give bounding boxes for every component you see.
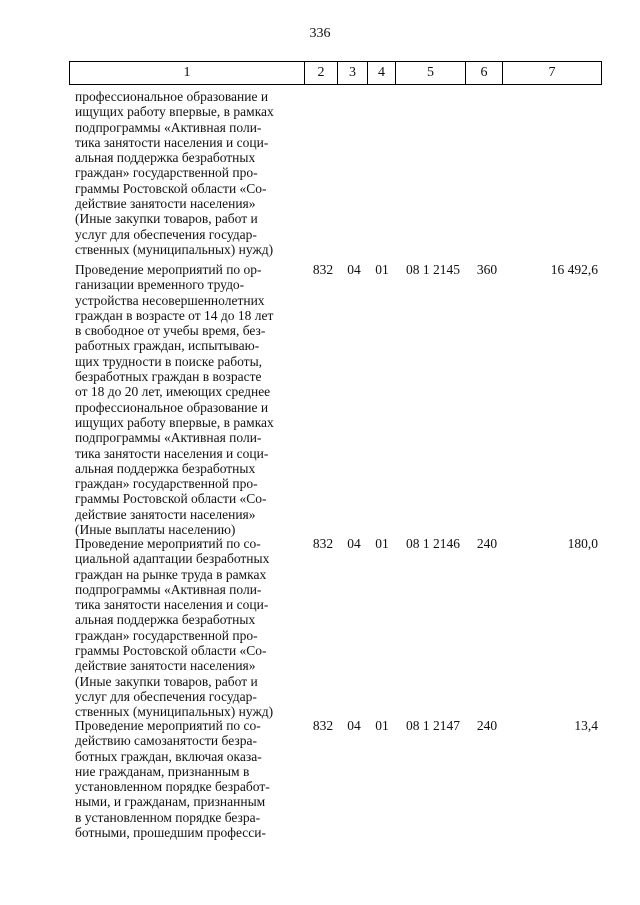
description-line: профессиональное образование и — [75, 399, 269, 415]
description-line: от 18 до 20 лет, имеющих среднее — [75, 384, 271, 400]
column-header-7: 7 — [503, 62, 602, 85]
description-line: в свободное от учебы время, без- — [75, 323, 266, 339]
description-line: граждан» государственной про- — [75, 476, 258, 492]
description-line: альная поддержка безработных — [75, 460, 256, 476]
section-code: 04 — [347, 718, 361, 733]
description-line: действие занятости населения» — [75, 658, 256, 674]
amount-value: 13,4 — [574, 718, 598, 733]
description-line: (Иные выплаты населению) — [75, 522, 236, 538]
description-line: граждан в возрасте от 14 до 18 лет — [75, 307, 274, 323]
page-number: 336 — [309, 26, 331, 41]
description-line: граммы Ростовской области «Со- — [75, 180, 267, 196]
description-line: граждан на рынке труда в рамках — [75, 566, 267, 582]
row-description — [75, 718, 299, 840]
description-line: услуг для обеспечения государ- — [75, 226, 257, 242]
subsection-code: 01 — [375, 718, 389, 733]
description-line: циальной адаптации безработных — [75, 551, 270, 567]
description-line: установленном порядке безработ- — [75, 779, 270, 795]
column-header-2: 2 — [305, 62, 338, 85]
description-line: безработных граждан в возрасте — [75, 369, 262, 385]
description-line: ищущих работу впервые, в рамках — [75, 414, 274, 430]
description-line: щих трудности в поиске работы, — [75, 353, 263, 369]
subsection-code: 01 — [375, 536, 389, 551]
description-line: ищущих работу впервые, в рамках — [75, 104, 274, 120]
ministry-code: 832 — [312, 718, 334, 733]
description-line: тика занятости населения и соци- — [75, 597, 269, 613]
description-line: (Иные закупки товаров, работ и — [75, 211, 258, 227]
target-article-code: 08 1 2147 — [406, 718, 460, 733]
row-description — [75, 536, 299, 720]
row-description — [75, 262, 299, 537]
amount-value: 180,0 — [567, 536, 598, 551]
description-line: подпрограммы «Активная поли- — [75, 581, 262, 597]
column-header-3: 3 — [338, 62, 368, 85]
description-line: услуг для обеспечения государ- — [75, 688, 257, 704]
description-line: устройства несовершеннолетних — [75, 292, 265, 308]
column-header-4: 4 — [368, 62, 396, 85]
column-header-6: 6 — [466, 62, 503, 85]
section-code: 04 — [347, 536, 361, 551]
subsection-code: 01 — [375, 262, 389, 277]
description-line: профессиональное образование и — [75, 89, 269, 104]
description-line: граммы Ростовской области «Со- — [75, 643, 267, 659]
description-line: действие занятости населения» — [75, 196, 256, 212]
description-line: ственных (муниципальных) нужд) — [75, 704, 274, 720]
column-header-row — [70, 62, 602, 85]
description-line: ными, и гражданам, признанным — [75, 794, 266, 810]
description-line: альная поддержка безработных — [75, 612, 256, 628]
description-line: подпрограммы «Активная поли- — [75, 430, 262, 446]
description-line: (Иные закупки товаров, работ и — [75, 673, 258, 689]
amount-value: 16 492,6 — [550, 262, 598, 277]
section-code: 04 — [347, 262, 361, 277]
description-line: ственных (муниципальных) нужд) — [75, 241, 274, 257]
description-line: действию самозанятости безра- — [75, 733, 257, 749]
description-line: действие занятости населения» — [75, 506, 256, 522]
description-line: подпрограммы «Активная поли- — [75, 119, 262, 135]
description-line: тика занятости населения и соци- — [75, 134, 269, 150]
row-description — [75, 89, 299, 257]
description-line: в установленном порядке безра- — [75, 809, 261, 825]
expense-type-code: 240 — [476, 718, 498, 733]
description-line: ганизации временного трудо- — [75, 277, 245, 293]
description-line: Проведение мероприятий по со- — [75, 718, 261, 733]
description-line: Проведение мероприятий по ор- — [75, 262, 262, 277]
description-line: ботными, прошедшим професси- — [75, 825, 266, 841]
expense-type-code: 360 — [476, 262, 498, 277]
column-header-table — [69, 61, 602, 85]
description-line: ние гражданам, признанным в — [75, 763, 250, 779]
target-article-code: 08 1 2145 — [406, 262, 460, 277]
expense-type-code: 240 — [476, 536, 498, 551]
ministry-code: 832 — [312, 262, 334, 277]
ministry-code: 832 — [312, 536, 334, 551]
description-line: работных граждан, испытываю- — [75, 338, 260, 354]
target-article-code: 08 1 2146 — [406, 536, 460, 551]
column-header-1: 1 — [70, 62, 305, 85]
description-line: тика занятости населения и соци- — [75, 445, 269, 461]
description-line: альная поддержка безработных — [75, 150, 256, 166]
description-line: Проведение мероприятий по со- — [75, 536, 261, 551]
column-header-5: 5 — [396, 62, 466, 85]
description-line: граждан» государственной про- — [75, 165, 258, 181]
description-line: ботных граждан, включая оказа- — [75, 748, 262, 764]
description-line: граждан» государственной про- — [75, 627, 258, 643]
description-line: граммы Ростовской области «Со- — [75, 491, 267, 507]
